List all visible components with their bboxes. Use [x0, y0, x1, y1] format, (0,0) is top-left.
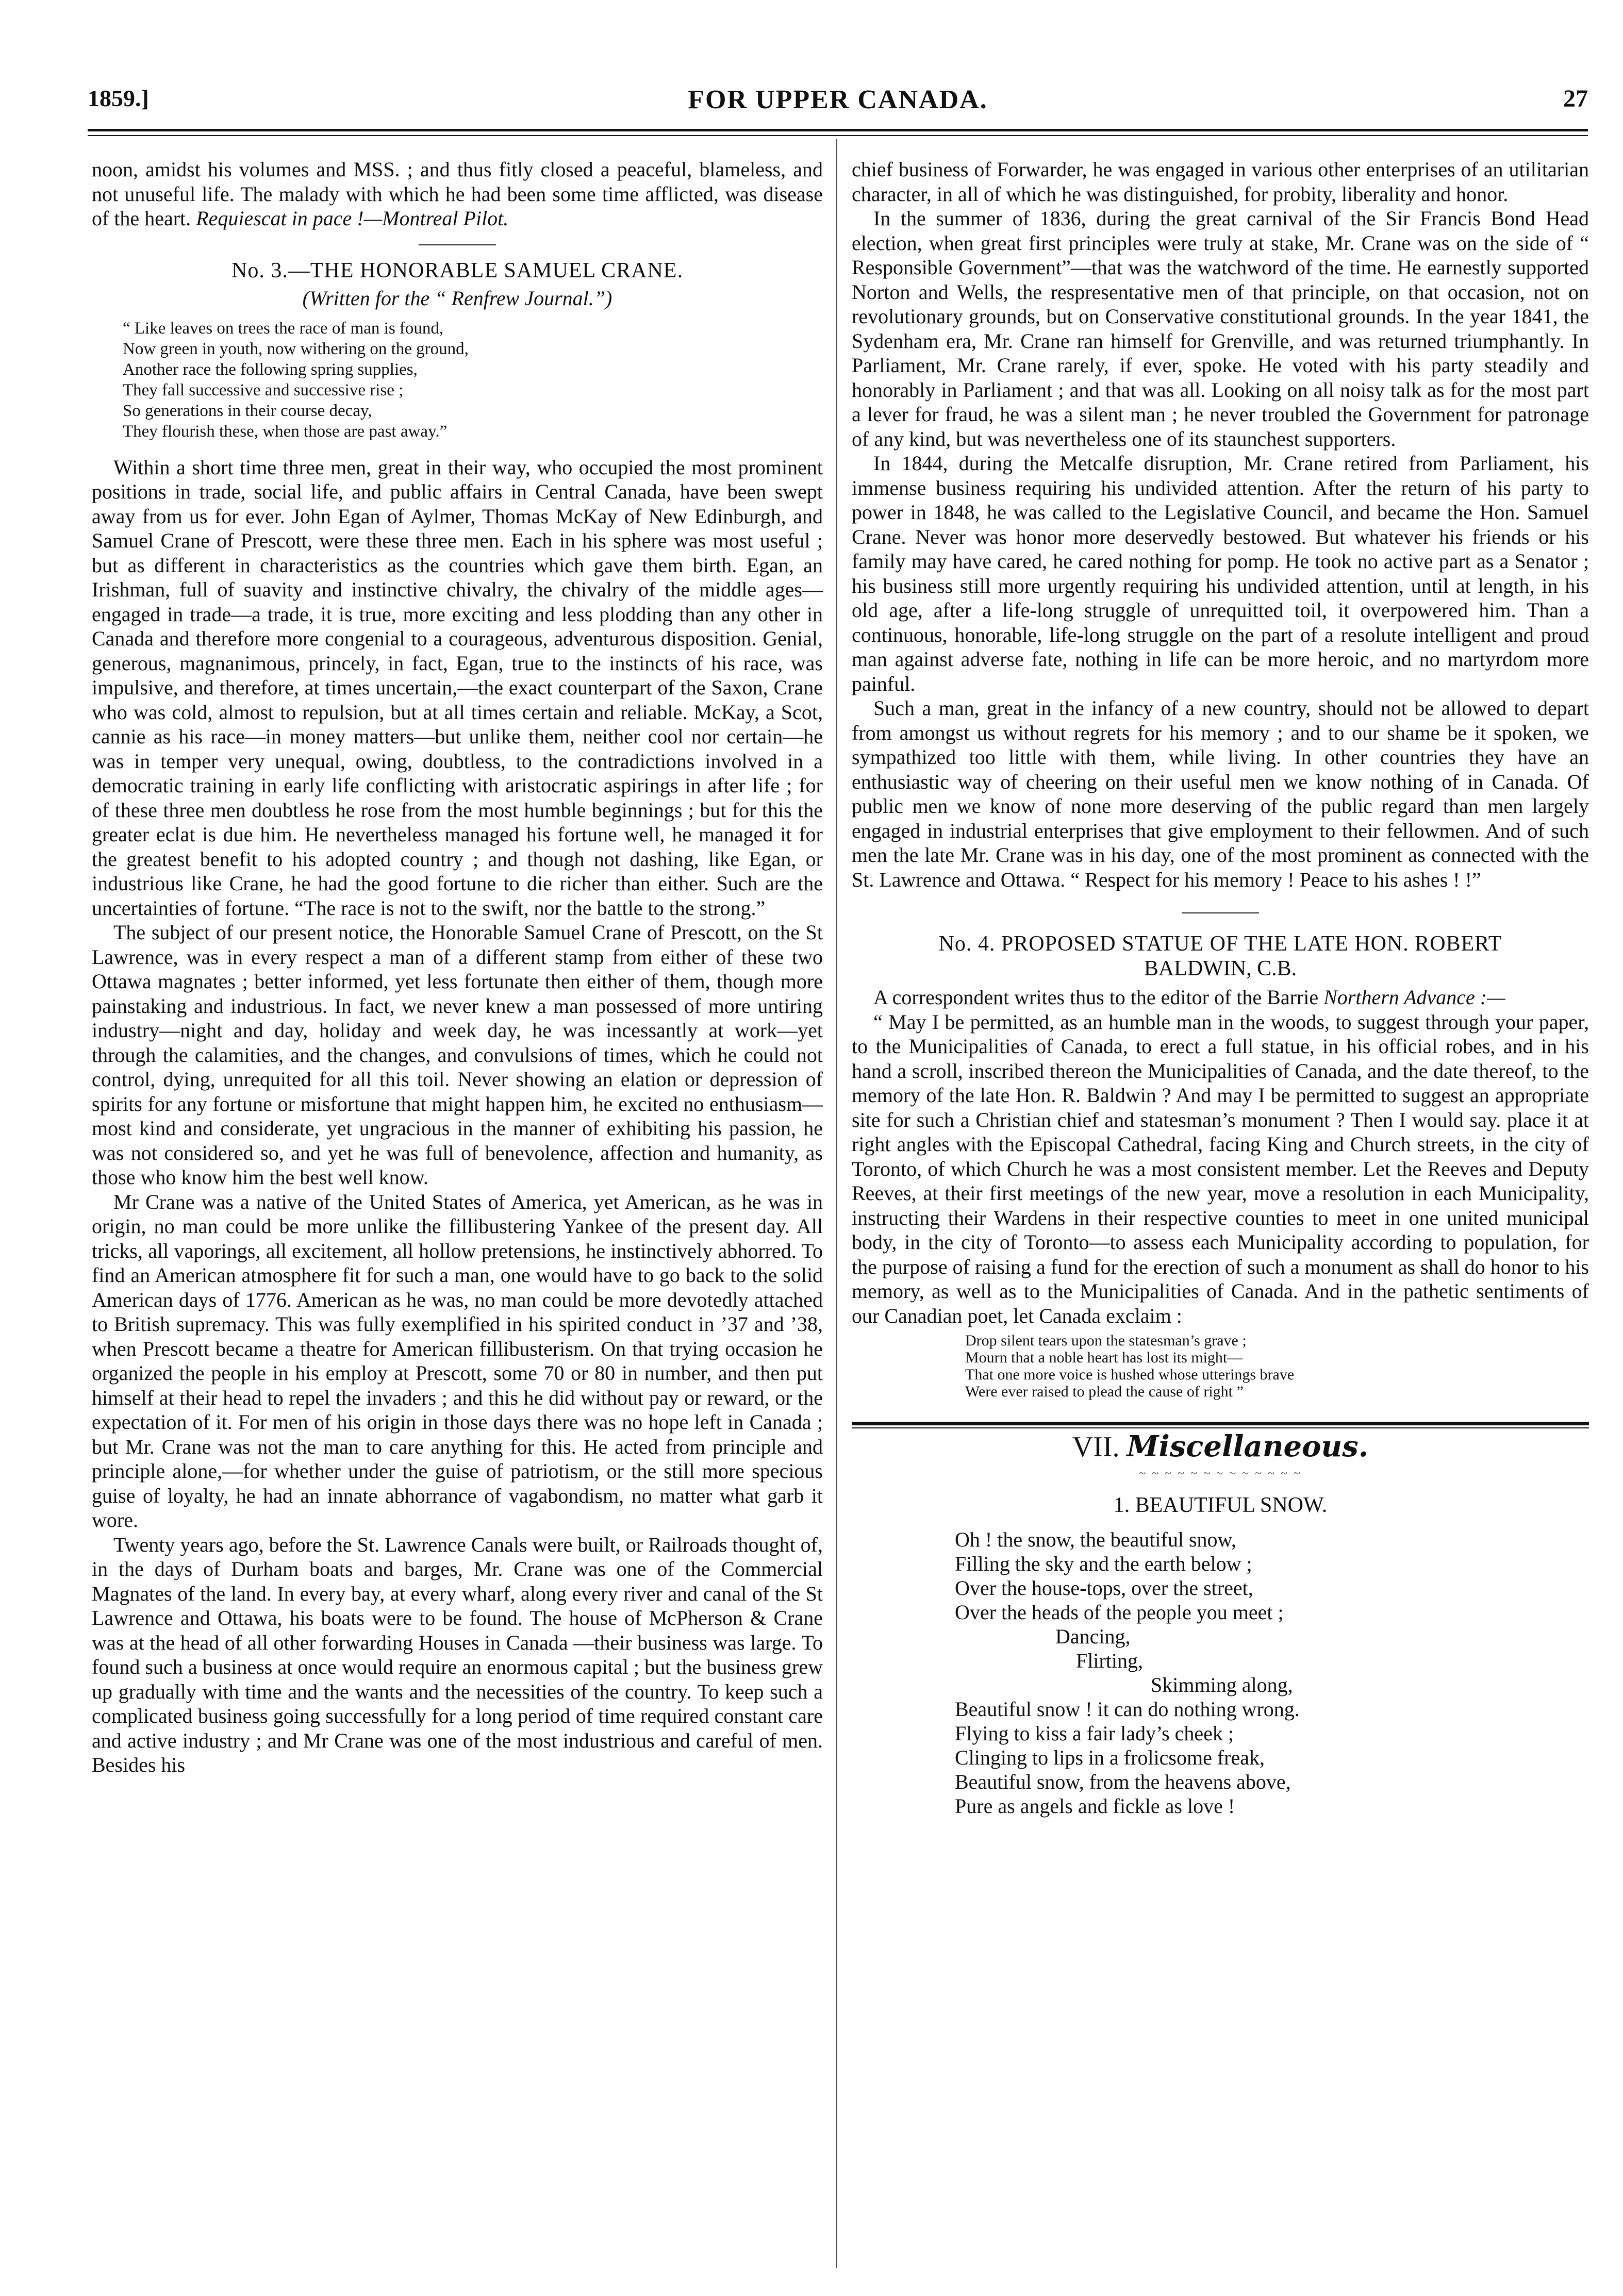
verse-line: “ Like leaves on trees the race of man is found, — [123, 319, 444, 338]
poem-line: Clinging to lips in a frolicsome freak, — [955, 1745, 1265, 1769]
body-paragraph: In the summer of 1836, during the great carnival of the Sir Francis Bond Head election, when great first principles were truly at stake, Mr. Crane was on the side of “ Responsible Government”—that was the watchword of the time. He earnestly supported Norton and Wells, the respresentative men of that principle, on that occasion, not on revolutionary grounds, but on Conservative constitutional grounds. In the year 1841, the Sydenham era, Mr. Crane ran himself for Grenville, and was returned triumphantly. In Parliament, Mr. Crane rarely, if ever, spoke. He voted with his party steadily and honorably in Parliament ; and that was all. Looking on all noisy talk as for the most part a lever for fraud, he was a silent man ; he never troubled the Government for patronage of any kind, but was nevertheless one of its staunchest supporters. — [852, 207, 1589, 451]
intro-text: A correspondent writes thus to the editor of the Barrie — [873, 986, 1324, 1009]
verse-line: Another race the following spring supplies, — [123, 360, 418, 379]
poem-line: Filling the sky and the earth below ; — [955, 1552, 1252, 1575]
body-paragraph: The subject of our present notice, the Honorable Samuel Crane of Prescott, on the St Lawrence, was in every respect a man of a different stamp from either of these two Ottawa magnates ; better informed, yet less fortunate then either of them, though more painstaking and industrious. In fact, we never knew a man possessed of more untiring industry—night and day, holiday and week day, he was incessantly at work—yet through the calamities, and the changes, and convulsions of times, which he could not control, dying, unrequited for all this toil. Never showing an elation or depression of spirits for any fortune or misfortune that might happen him, he excited no enthusiasm—most kind and considerate, yet ungracious in the manner of exhibiting his passion, he was not considered so, and yet he was full of benevolence, affection and humanity, as those who know him the best well know. — [92, 921, 823, 1189]
poem-line: Over the house-tops, over the street, — [955, 1576, 1253, 1600]
verse-line: They fall successive and successive rise ; — [123, 380, 404, 400]
header-rule-thin — [88, 135, 1588, 136]
body-paragraph: Twenty years ago, before the St. Lawrence Canals were built, or Railroads thought of, in the days of Durham boats and barges, Mr. Crane was one of the Commercial Magnates of the land. In every bay, at every wharf, along every river and canal of the St Lawrence and Ottawa, his boats were to be found. The house of McPherson & Crane was at the head of all other forwarding Houses in Canada —their business was large. To found such a business at once would require an enormous capital ; but the business grew up gradually with time and the wants and the necessities of the country. To keep such a complicated business going successfully for a long period of time required constant care and active industry ; and Mr Crane was one of the most industrious and careful of men. Besides his — [92, 1533, 823, 1776]
poem-line: Pure as angels and fickle as love ! — [955, 1794, 1235, 1818]
poem-line: Skimming along, — [1151, 1673, 1293, 1696]
opening-paragraph — [92, 157, 823, 231]
opening-text: noon, amidst his volumes and MSS. ; and thus fitly closed a peaceful, blameless, and not unuseful life. The malady with which he had been some time afflicted, was disease of the heart. — [92, 158, 823, 230]
body-paragraph: Such a man, great in the infancy of a new country, should not be allowed to depart from amongst us without regrets for his memory ; and to our shame be it spoken, we sympathized too little with them, while living. In other countries they have an enthusiastic way of cheering on their useful men we know nothing of in Canada. Of public men we know of none more deserving of the public regard than men largely engaged in industrial enterprises that give employment to their fellowmen. And of such men the late Mr. Crane was in his day, one of the most prominent as connected with the St. Lawrence and Ottawa. “ Respect for his memory ! Peace to his ashes ! !” — [852, 696, 1589, 891]
verse-line: Drop silent tears upon the statesman’s grave ; — [965, 1332, 1247, 1349]
section-separator — [419, 244, 496, 245]
running-head-title: FOR UPPER CANADA. — [688, 85, 988, 114]
poem-line: Beautiful snow ! it can do nothing wrong. — [955, 1697, 1300, 1721]
article-4-intro — [852, 985, 1589, 1010]
opening-citation: Requiescat in pace !—Montreal Pilot. — [196, 207, 509, 230]
article-3-subheading: (Written for the “ Renfrew Journal.”) — [302, 287, 612, 310]
verse-line: Were ever raised to plead the cause of right ” — [965, 1383, 1244, 1400]
left-column — [92, 157, 823, 1777]
poem-line: Over the heads of the people you meet ; — [955, 1600, 1284, 1624]
body-paragraph: Mr Crane was a native of the United States of America, yet American, as he was in origin, no man could be more unlike the fillibustering Yankee of the present day. All tricks, all vaporings, all excitement, all hollow pretensions, he instinctively abhorred. To find an American atmosphere fit for such a man, one would have to go back to the solid American days of 1776. American as he was, no man could be more devotedly attached to British supremacy. This was fully exemplified in his spirited conduct in ’37 and ’38, when Prescott became a theatre for American fillibusterism. On that trying occasion he organized the people in his employ at Prescott, some 70 or 80 in number, and then put himself at their head to repel the invaders ; and this he did without pay or reward, or the expectation of it. For men of his origin in those days there was no hope left in Canada ; but Mr. Crane was not the man to care anything for this. He acted from principle and principle alone,—for whether under the guise of patriotism, or the still more specious guise of loyalty, he had an innate abhorrance of vagabondism, no matter what garb it wore. — [92, 1190, 823, 1532]
section-7-title — [852, 1429, 1589, 1463]
article-4-letter: “ May I be permitted, as an humble man in the woods, to suggest through your paper, to the Municipalities of Canada, to erect a full statue, in his official robes, and in his hand a scroll, inscribed thereon the Municipalities of Canada, and the date thereof, to the memory of the late Hon. R. Baldwin ? And may I be permitted to suggest an appropriate site for such a Christian chief and statesman’s monument ? Then I would say. place it at right angles with the Episcopal Cathedral, facing King and Church streets, in the city of Toronto, of which Church he was a most consistent member. Let the Reeves and Deputy Reeves, at their first meetings of the new year, move a resolution in each Municipality, instructing their Wardens in their respective counties to meet in one united municipal body, in the city of Toronto—to assess each Municipality according to population, for the purpose of raising a fund for the erection of such a monument as shall do honor to his memory, as well as to the Municipalities of Canada. And in the pathetic sentiments of our Canadian poet, let Canada exclaim : — [852, 1010, 1589, 1327]
poem-line: Dancing, — [1055, 1624, 1131, 1648]
section-rule-thin — [852, 1427, 1589, 1428]
body-paragraph: In 1844, during the Metcalfe disruption, Mr. Crane retired from Parliament, his immense business requiring his undivided attention. After the return of his party to power in 1848, he was called to the Legislative Council, and became the Hon. Samuel Crane. Never was honor more deservedly bestowed. But whatever his friends or his family may have cared, he cared nothing for pomp. He took no active part as a Senator ; his business still more urgently requiring his undivided attention, until at length, in his old age, after a life-long struggle of unrequitted toil, it overpowered him. Than a continuous, honorable, life-long struggle on the part of a resolute intelligent and proud man against adverse fate, nothing in life can be more heroic, and no martyrdom more painful. — [852, 452, 1589, 695]
verse-line: They flourish these, when those are past away.” — [123, 422, 448, 441]
article-4-heading-line1: No. 4. PROPOSED STATUE OF THE LATE HON. ROBERT — [938, 932, 1502, 956]
poem-line: Flying to kiss a fair lady’s cheek ; — [955, 1721, 1234, 1745]
verse-line: Now green in youth, now withering on the ground, — [123, 339, 469, 358]
section-rule-thick — [852, 1422, 1589, 1425]
baldwin-verse — [965, 1332, 1589, 1400]
running-head — [88, 85, 1588, 121]
article-3-heading: No. 3.—THE HONORABLE SAMUEL CRANE. — [231, 258, 683, 282]
article-4-heading-line2: BALDWIN, C.B. — [1144, 956, 1297, 980]
running-head-year: 1859.] — [88, 85, 149, 111]
poem-line: Oh ! the snow, the beautiful snow, — [955, 1527, 1236, 1551]
section-separator — [1182, 912, 1259, 913]
ornament-line: ~ ~ ~ ~ ~ ~ ~ ~ ~ ~ ~ ~ ~ — [1139, 1467, 1302, 1480]
epigraph-verse — [123, 318, 823, 442]
section-numeral: VII. — [1072, 1431, 1120, 1463]
section-name: Miscellaneous. — [1127, 1429, 1369, 1463]
poem-line: Beautiful snow, from the heavens above, — [955, 1770, 1291, 1793]
verse-line: So generations in their course decay, — [123, 401, 372, 420]
body-paragraph: Within a short time three men, great in their way, who occupied the most prominent positions in trade, social life, and public affairs in Central Canada, have been swept away from us for ever. John Egan of Aylmer, Thomas McKay of New Edinburgh, and Samuel Crane of Prescott, were these three men. Each in his sphere was most useful ; but as different in characteristics as the countries which gave them birth. Egan, an Irishman, full of suavity and instinctive chivalry, the chivalry of the middle ages— engaged in trade—a trade, it is true, more exciting and less plodding than any other in Canada and therefore more congenial to a courageous, adventurous disposition. Genial, generous, magnanimous, princely, in fact, Egan, true to the instincts of his race, was impulsive, and therefore, at times uncertain,—the exact counterpart of the Saxon, Crane who was cold, almost to repulsion, but at all times certain and reliable. McKay, a Scot, cannie as his race—in money matters—but unlike them, neither cool nor certain—he was in temper very unequal, owing, doubtless, to the contradictions involved in a democratic training in early life conflicting with aristocratic aspirings in after life ; for of these three men doubtless he rose from the most humble beginnings ; but for this the greater eclat is due him. He nevertheless managed his fortune well, he managed it for the greatest benefit to his adopted country ; and though not dashing, like Egan, or industrious like Crane, he had the good fortune to die richer than either. Such are the uncertainties of fortune. “The race is not to the swift, nor the battle to the strong.” — [92, 455, 823, 920]
column-divider — [836, 139, 837, 2268]
verse-line: Mourn that a noble heart has lost its might— — [965, 1349, 1243, 1366]
intro-newspaper: Northern Advance :— — [1323, 986, 1505, 1009]
verse-line: That one more voice is hushed whose utterings brave — [965, 1366, 1295, 1383]
right-column — [852, 157, 1589, 1818]
poem-line: Flirting, — [1076, 1649, 1144, 1672]
beautiful-snow-poem — [955, 1527, 1589, 1818]
page-number: 27 — [1563, 85, 1588, 112]
poem-title: 1. BEAUTIFUL SNOW. — [1113, 1493, 1328, 1517]
header-rule-thick — [88, 129, 1588, 131]
continuation-paragraph: chief business of Forwarder, he was engaged in various other enterprises of an utilitarian character, in all of which he was distinguished, for probity, liberality and honor. — [852, 158, 1589, 206]
